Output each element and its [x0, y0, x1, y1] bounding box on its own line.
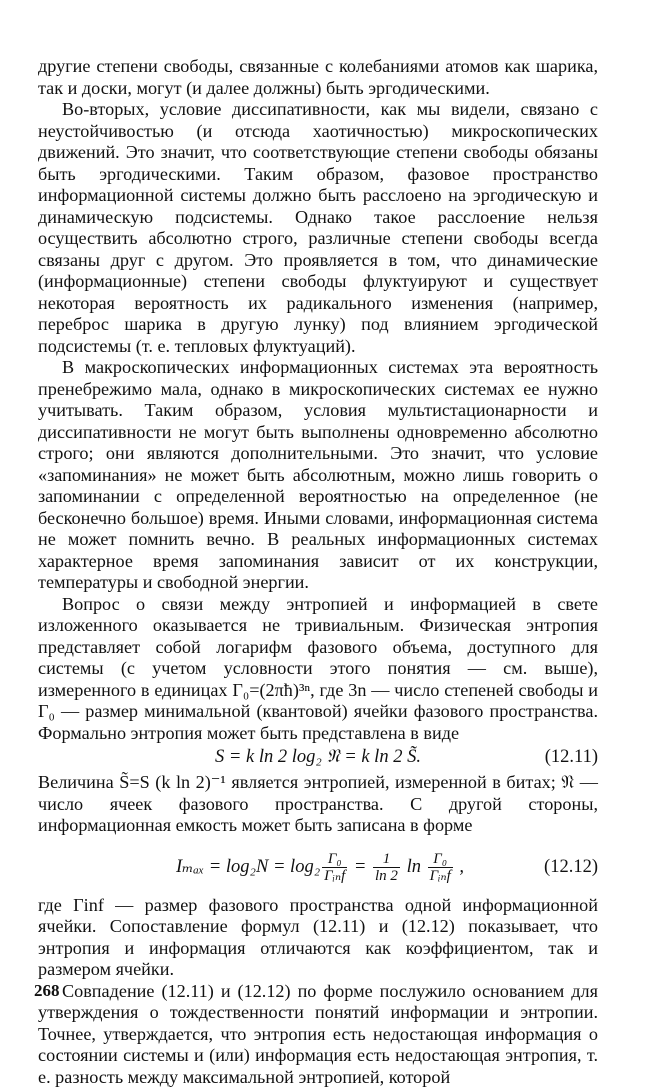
eq2-fraction-1-denominator: Γᵢₙf — [322, 868, 347, 884]
paragraph-2: Во-вторых, условие диссипативности, как мы видели, связано с неустойчивостью (и отсюда хаотичностью) микроскопических движений. Это значит, что соответствующие степени свободы обязаны быть эргодическими. Таким образом, фазовое пространство информационной системы должно быть расслоено на эргодическую и динамическую подсистемы. Однако такое расслоение нельзя осуществить абсолютно строго, различные степени свободы всегда связаны друг с другом. Это проявляется в том, что динамические (информационные) степени свободы флуктуируют и существует некоторая вероятность их радикального изменения (например, переброс шарика в другую лунку) под влиянием эргодической подсистемы (т. е. тепловых флуктуаций). — [38, 99, 598, 357]
paragraph-3: В макроскопических информационных системах эта вероятность пренебрежимо мала, однако в микроскопических системах ее нужно учитывать. Таким образом, условия мультистационарности и диссипативности не могут быть выполнены одновременно абсолютно строго; они являются дополнительными. Это значит, что условие «запоминания» не может быть абсолютным, можно лишь говорить о запоминании с определенной вероятностью на определенное (не бесконечно большое) время. Иными словами, информационная система не может помнить вечно. В реальных информационных системах характерное время запоминания зависит от их конструкции, температуры и свободной энергии. — [38, 357, 598, 594]
eq2-lhs: Iₘₐₓ = log₂N = log₂ — [176, 857, 320, 877]
eq2-fraction-2 — [373, 851, 400, 884]
equation-12-11-number: (12.11) — [545, 745, 598, 769]
page-number: 268 — [34, 981, 60, 1001]
eq2-fraction-3-numerator: Γ₀ — [428, 851, 453, 868]
paragraph-7: Совпадение (12.11) и (12.12) по форме послужило основанием для утверждения о тождественности понятий информации и энтропии. Точнее, утверждается, что энтропия есть недостающая информация о состоянии системы и (или) информация есть недостающая энтропия, т. е. разность между максимальной энтропией, которой — [38, 981, 598, 1088]
equation-12-11-expression: S = k ln 2 log₂ 𝔑 = k ln 2 S̃. — [38, 745, 598, 769]
eq2-fraction-2-denominator: ln 2 — [373, 868, 400, 884]
eq2-fraction-3 — [428, 851, 453, 884]
paragraph-1: другие степени свободы, связанные с колебаниями атомов как шарика, так и доски, могут (и далее должны) быть эргодическими. — [38, 56, 598, 99]
equation-12-11 — [38, 745, 598, 769]
equation-12-12-expression — [98, 847, 598, 887]
equation-12-12-number: (12.12) — [544, 847, 598, 887]
eq2-ln: ln — [402, 857, 426, 877]
eq2-fraction-2-numerator: 1 — [373, 851, 400, 868]
eq2-fraction-1-numerator: Γ₀ — [322, 851, 347, 868]
paragraph-5: Величина S̃=S (k ln 2)⁻¹ является энтропией, измеренной в битах; 𝔑 — число ячеек фазового пространства. С другой стороны, информационная емкость может быть записана в форме — [38, 772, 598, 837]
eq2-fraction-1 — [322, 851, 347, 884]
paragraph-4: Вопрос о связи между энтропией и информацией в свете изложенного оказывается не тривиальным. Физическая энтропия представляет собой логарифм фазового объема, доступного для системы (с учетом условности этого понятия — см. выше), измеренного в единицах Γ₀=(2πħ)³ⁿ, где 3n — число степеней свободы и Γ₀ — размер минимальной (квантовой) ячейки фазового пространства. Формально энтропия может быть представлена в виде — [38, 594, 598, 745]
equation-12-12 — [38, 847, 598, 887]
eq2-equals: = — [349, 857, 371, 877]
paragraph-6: где Γinf — размер фазового пространства одной информационной ячейки. Сопоставление формул (12.11) и (12.12) показывает, что энтропия и информация отличаются как коэффициентом, так и размером ячейки. — [38, 895, 598, 981]
eq2-fraction-3-denominator: Γᵢₙf — [428, 868, 453, 884]
eq2-end: , — [455, 857, 464, 877]
